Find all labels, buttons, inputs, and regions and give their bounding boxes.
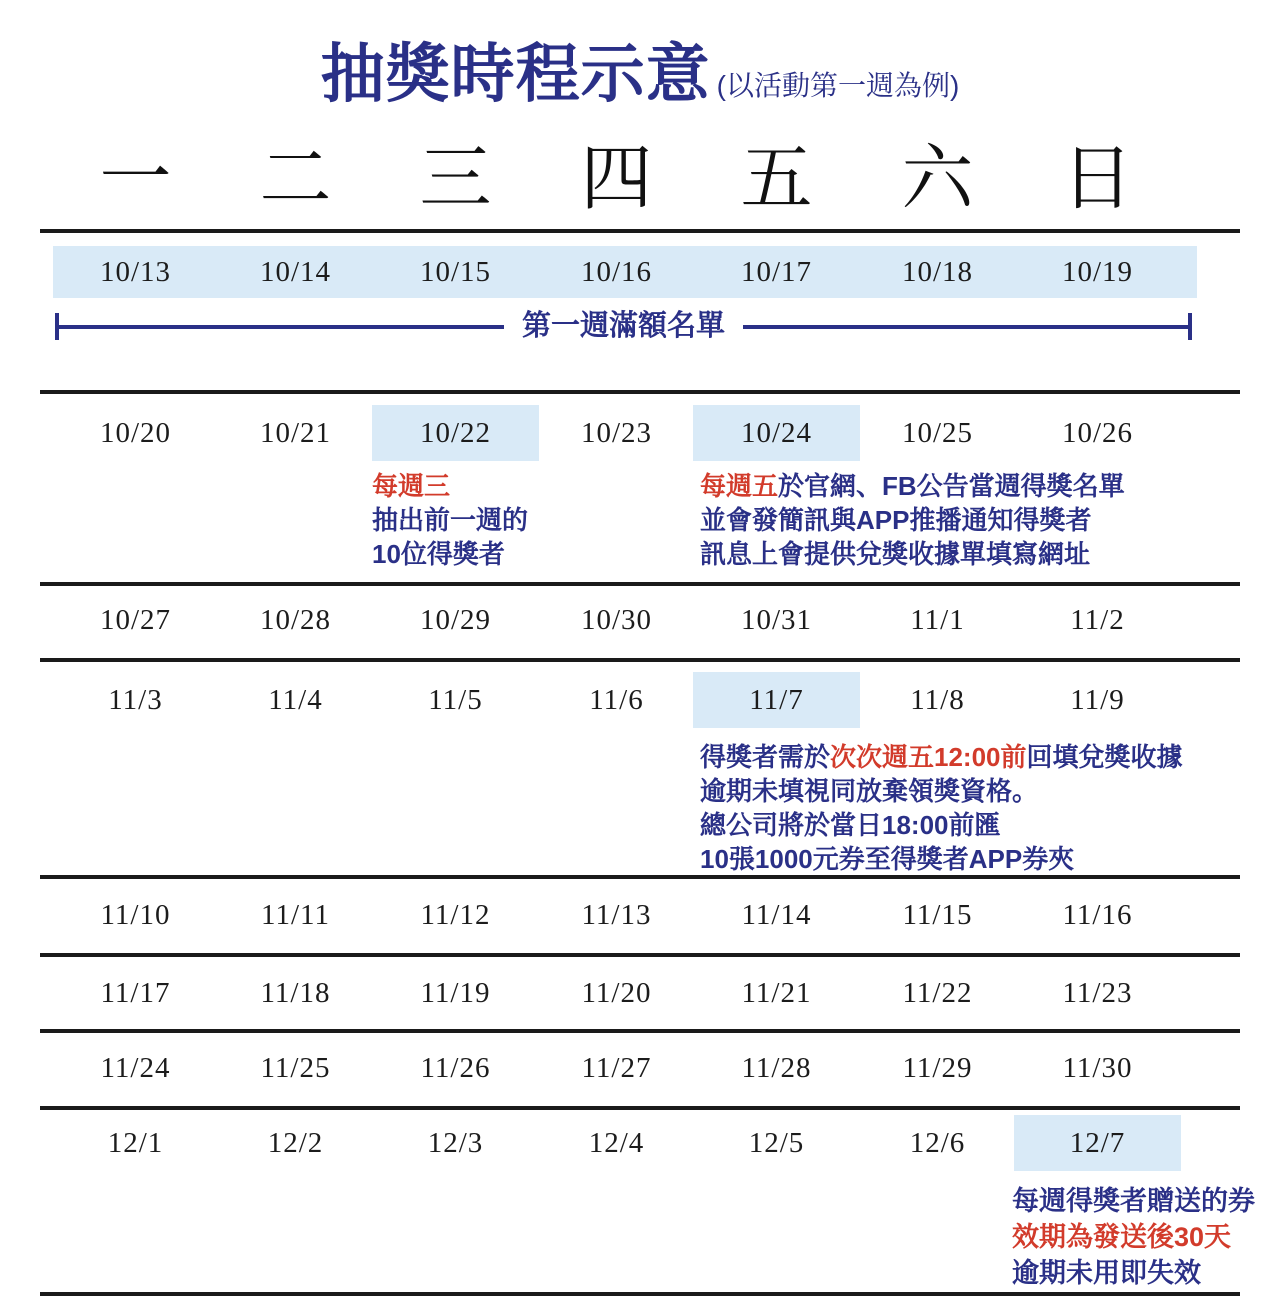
page-title-group bbox=[0, 18, 1280, 110]
date-cell: 11/18 bbox=[260, 976, 331, 1009]
divider bbox=[40, 1029, 1240, 1033]
date-cell: 10/13 bbox=[99, 255, 172, 288]
page-title: 抽獎時程示意 bbox=[320, 38, 711, 110]
date-cell: 11/20 bbox=[581, 976, 652, 1009]
date-cell: 12/2 bbox=[267, 1126, 324, 1159]
date-cell: 11/12 bbox=[420, 898, 491, 931]
annotation-line: 10張1000元券至得獎者APP券夾 bbox=[700, 844, 1075, 874]
annotation-redeem-deadline bbox=[700, 740, 1183, 876]
date-cell: 10/20 bbox=[99, 416, 172, 449]
weekday-tue: 二 bbox=[259, 139, 332, 219]
annotation-line: 10位得獎者 bbox=[372, 539, 505, 569]
annotation-line: 每週得獎者贈送的券 bbox=[1012, 1186, 1255, 1216]
weekday-fri: 五 bbox=[740, 139, 813, 219]
annotation-voucher-validity bbox=[1012, 1183, 1255, 1291]
week-row-8 bbox=[0, 1115, 1280, 1171]
divider bbox=[40, 1292, 1240, 1296]
date-cell: 10/21 bbox=[259, 416, 332, 449]
divider bbox=[40, 658, 1240, 662]
date-cell: 10/18 bbox=[901, 255, 974, 288]
annotation-line bbox=[700, 469, 1125, 503]
annotation-text: 回填兌獎收據 bbox=[1026, 742, 1183, 772]
date-cell: 10/14 bbox=[259, 255, 332, 288]
date-cell: 11/4 bbox=[268, 683, 323, 716]
annotation-line: 訊息上會提供兌獎收據單填寫網址 bbox=[700, 539, 1091, 569]
date-cell: 11/26 bbox=[420, 1051, 491, 1084]
date-cell: 11/17 bbox=[100, 976, 171, 1009]
annotation-highlight: 次次週五12:00前 bbox=[830, 742, 1027, 772]
divider bbox=[40, 953, 1240, 957]
date-cell: 11/28 bbox=[741, 1051, 812, 1084]
week-row-2 bbox=[0, 405, 1280, 461]
annotation-line: 逾期未填視同放棄領獎資格。 bbox=[700, 776, 1039, 806]
annotation-line: 總公司將於當日18:00前匯 bbox=[700, 810, 1001, 840]
week-row-7 bbox=[0, 1040, 1280, 1096]
annotation-friday-announcement bbox=[700, 469, 1125, 571]
date-cell: 11/29 bbox=[902, 1051, 973, 1084]
week-row-6 bbox=[0, 965, 1280, 1021]
weekday-mon: 一 bbox=[99, 139, 172, 219]
date-cell-highlighted-10-22: 10/22 bbox=[372, 405, 539, 461]
date-cell-highlighted-10-24: 10/24 bbox=[693, 405, 860, 461]
date-cell: 10/15 bbox=[419, 255, 492, 288]
week-row-1 bbox=[0, 244, 1280, 300]
divider bbox=[40, 229, 1240, 233]
date-cell: 10/30 bbox=[580, 603, 653, 636]
week1-bracket bbox=[55, 310, 1192, 342]
date-cell: 11/15 bbox=[902, 898, 973, 931]
date-cell: 10/17 bbox=[740, 255, 813, 288]
date-cell: 10/28 bbox=[259, 603, 332, 636]
date-cell: 11/23 bbox=[1062, 976, 1133, 1009]
annotation-line bbox=[372, 469, 528, 503]
date-cell: 11/16 bbox=[1062, 898, 1133, 931]
date-cell: 10/19 bbox=[1061, 255, 1134, 288]
date-cell: 10/29 bbox=[419, 603, 492, 636]
date-cell: 10/27 bbox=[99, 603, 172, 636]
date-cell-highlighted-11-7: 11/7 bbox=[693, 672, 860, 728]
weekday-wed: 三 bbox=[419, 139, 492, 219]
week-row-5 bbox=[0, 887, 1280, 943]
annotation-highlight: 效期為發送後30天 bbox=[1012, 1222, 1232, 1252]
date-cell: 12/4 bbox=[588, 1126, 645, 1159]
date-cell: 10/16 bbox=[580, 255, 653, 288]
date-cell: 11/6 bbox=[589, 683, 644, 716]
date-cell: 11/3 bbox=[108, 683, 163, 716]
weekday-sat: 六 bbox=[901, 139, 974, 219]
week1-bracket-label: 第一週滿額名單 bbox=[522, 310, 726, 342]
annotation-line: 抽出前一週的 bbox=[372, 505, 529, 535]
page-subtitle: (以活動第一週為例) bbox=[716, 70, 960, 101]
bracket-line bbox=[743, 325, 1188, 329]
weekday-thu: 四 bbox=[580, 139, 653, 219]
bracket-right-cap bbox=[1188, 313, 1192, 340]
date-cell: 12/1 bbox=[107, 1126, 164, 1159]
divider bbox=[40, 582, 1240, 586]
date-cell: 11/14 bbox=[741, 898, 812, 931]
date-cell: 11/22 bbox=[902, 976, 973, 1009]
date-cell: 11/13 bbox=[581, 898, 652, 931]
date-cell-highlighted-12-7: 12/7 bbox=[1014, 1115, 1181, 1171]
date-cell: 10/31 bbox=[740, 603, 813, 636]
annotation-text: 於官網、FB公告當週得獎名單 bbox=[778, 471, 1125, 501]
date-cell: 11/9 bbox=[1070, 683, 1125, 716]
divider bbox=[40, 390, 1240, 394]
date-cell: 11/2 bbox=[1070, 603, 1125, 636]
date-cell: 12/3 bbox=[427, 1126, 484, 1159]
annotation-line: 並會發簡訊與APP推播通知得獎者 bbox=[700, 505, 1092, 535]
date-cell: 11/27 bbox=[581, 1051, 652, 1084]
date-cell: 10/23 bbox=[580, 416, 653, 449]
date-cell: 11/21 bbox=[741, 976, 812, 1009]
date-cell: 12/6 bbox=[909, 1126, 966, 1159]
annotation-highlight: 每週五 bbox=[700, 471, 779, 501]
annotation-text: 得獎者需於 bbox=[700, 742, 831, 772]
date-cell: 10/26 bbox=[1061, 416, 1134, 449]
weekday-header-row bbox=[0, 126, 1280, 218]
annotation-wednesday-draw bbox=[372, 469, 528, 571]
annotation-line bbox=[700, 740, 1183, 774]
bracket-line bbox=[59, 325, 504, 329]
date-cell: 12/5 bbox=[748, 1126, 805, 1159]
date-cell: 11/8 bbox=[910, 683, 965, 716]
date-cell: 11/19 bbox=[420, 976, 491, 1009]
date-cell: 11/1 bbox=[910, 603, 965, 636]
date-cell: 11/11 bbox=[261, 898, 330, 931]
date-cell: 11/24 bbox=[100, 1051, 171, 1084]
date-cell: 11/25 bbox=[260, 1051, 331, 1084]
annotation-highlight: 每週三 bbox=[372, 471, 451, 501]
date-cell: 11/5 bbox=[428, 683, 483, 716]
date-cell: 10/25 bbox=[901, 416, 974, 449]
annotation-line: 逾期未用即失效 bbox=[1012, 1258, 1201, 1288]
weekday-sun: 日 bbox=[1061, 139, 1134, 219]
week-row-3 bbox=[0, 592, 1280, 648]
date-cell: 11/10 bbox=[100, 898, 171, 931]
divider bbox=[40, 1106, 1240, 1110]
date-cell: 11/30 bbox=[1062, 1051, 1133, 1084]
week-row-4 bbox=[0, 672, 1280, 728]
